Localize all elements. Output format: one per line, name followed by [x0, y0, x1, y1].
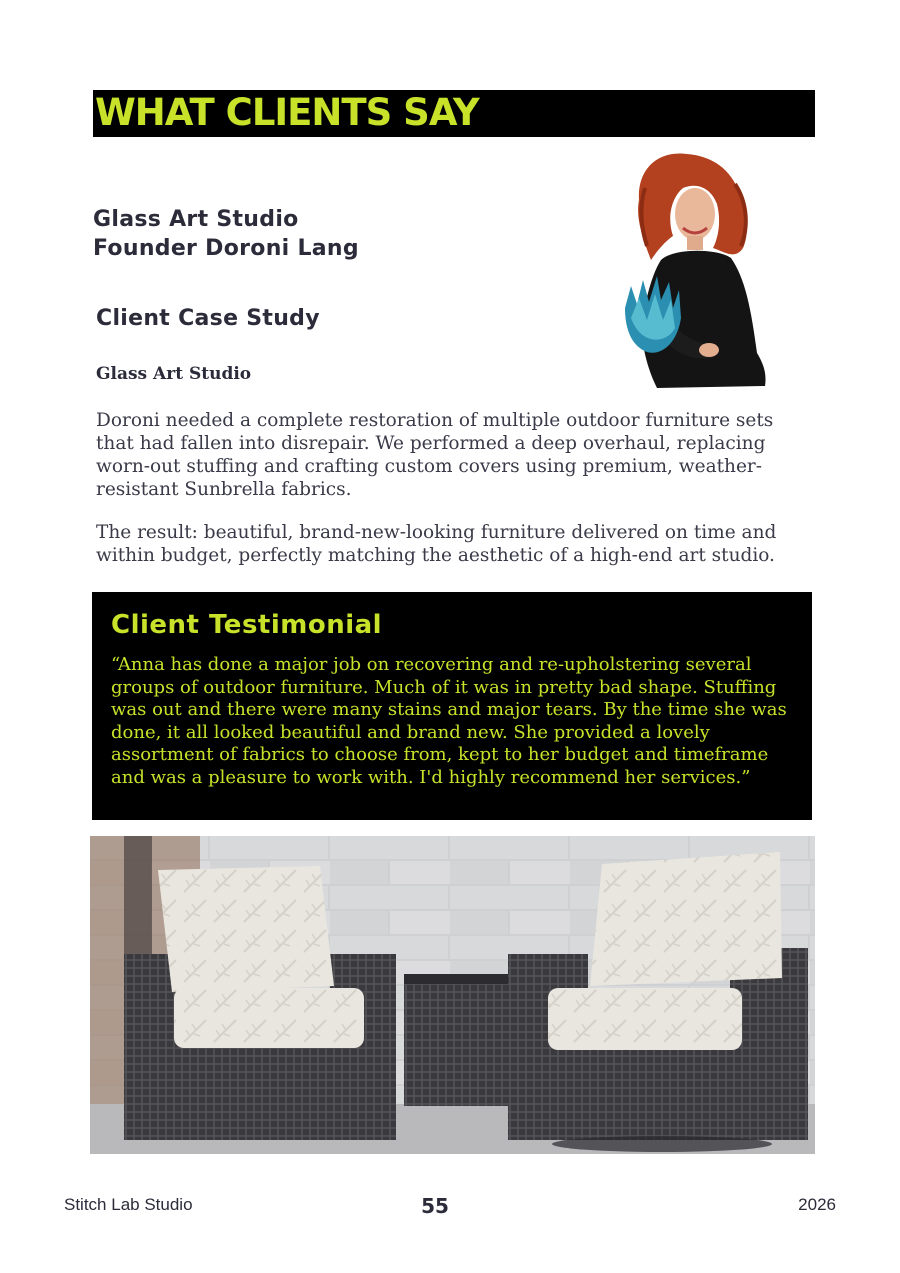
case-study-paragraph: Doroni needed a complete restoration of multiple outdoor furniture sets that had fallen into disrepair. We performed a deep overhaul, replacing worn-out stuffing and crafting custom covers using premium, weather-resistant Sunbrella fabrics. [96, 410, 774, 500]
case-study-subheading: Glass Art Studio [96, 364, 252, 384]
title-banner [93, 90, 815, 137]
case-study-heading: Client Case Study [96, 306, 320, 331]
testimonial-box [92, 592, 812, 820]
page-number: 55 [421, 1194, 449, 1218]
case-study-paragraph: The result: beautiful, brand-new-looking furniture delivered on time and within budget, perfectly matching the aesthetic of a high-end art studio. [96, 522, 777, 566]
client-name-block [93, 205, 359, 263]
testimonial-quote: “Anna has done a major job on recovering and re-upholstering several groups of outdoor furniture. Much of it was in pretty bad shape. Stuffing was out and there were many stains and major tears. By the time she was done, it all looked beautiful and brand new. She provided a lovely assortment of fabrics to choose from, kept to her budget and timeframe and was a pleasure to work with. I'd highly recommend her services.” [111, 654, 787, 788]
footer-brand: Stitch Lab Studio [64, 1195, 193, 1214]
footer-year: 2026 [798, 1195, 836, 1214]
testimonial-heading: Client Testimonial [111, 610, 383, 640]
client-studio-name: Glass Art Studio [93, 207, 299, 232]
client-founder-name: Founder Doroni Lang [93, 236, 359, 261]
page-title: WHAT CLIENTS SAY [95, 91, 479, 134]
founder-portrait-image [617, 148, 772, 393]
furniture-photo [90, 836, 815, 1154]
